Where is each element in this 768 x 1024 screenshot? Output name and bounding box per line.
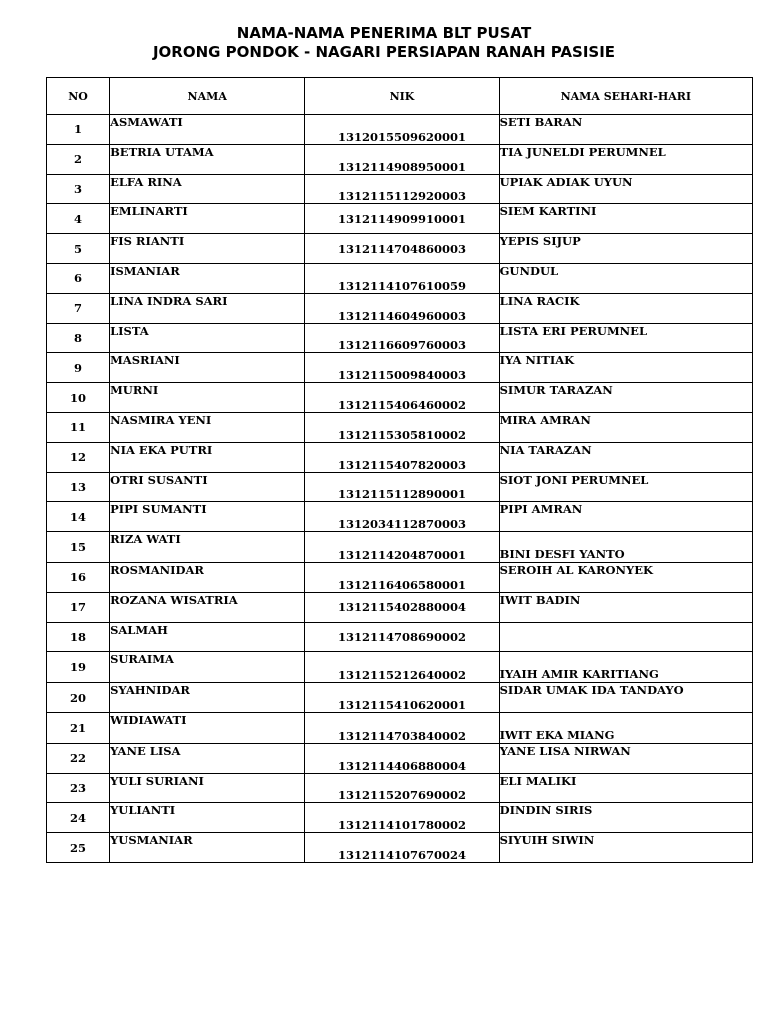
row-nik: 1312116609760003 (305, 323, 499, 353)
table-row (47, 234, 753, 264)
row-nama: ISMANIAR (110, 263, 305, 293)
document-title (0, 24, 768, 62)
table-row (47, 652, 753, 683)
row-nama-sehari-hari: SIEM KARTINI (499, 204, 752, 234)
row-no: 5 (47, 234, 110, 264)
row-no: 8 (47, 323, 110, 353)
table-row (47, 472, 753, 502)
row-no: 7 (47, 293, 110, 323)
row-no: 21 (47, 712, 110, 743)
row-nama-sehari-hari: ELI MALIKI (499, 773, 752, 803)
row-nama: YANE LISA (110, 743, 305, 773)
row-nik: 1312115406460002 (305, 383, 499, 413)
table-row (47, 683, 753, 713)
table-row (47, 115, 753, 145)
row-no: 19 (47, 652, 110, 683)
row-nama-sehari-hari: UPIAK ADIAK UYUN (499, 174, 752, 204)
row-nik: 1312115402880004 (305, 592, 499, 622)
row-nama: ROZANA WISATRIA (110, 592, 305, 622)
table-row (47, 712, 753, 743)
row-nama-sehari-hari: LINA RACIK (499, 293, 752, 323)
row-nik: 1312114909910001 (305, 204, 499, 234)
row-nama-sehari-hari (499, 622, 752, 652)
row-nama-sehari-hari: SIYUIH SIWIN (499, 833, 752, 863)
table-row (47, 833, 753, 863)
header-nama: NAMA (110, 78, 305, 115)
row-nik: 1312114107610059 (305, 263, 499, 293)
header-nik: NIK (305, 78, 499, 115)
row-no: 24 (47, 803, 110, 833)
row-no: 18 (47, 622, 110, 652)
row-no: 2 (47, 144, 110, 174)
table-header-row (47, 78, 753, 115)
row-nik: 1312115207690002 (305, 773, 499, 803)
row-nama-sehari-hari: LISTA ERI PERUMNEL (499, 323, 752, 353)
row-nama-sehari-hari: SETI BARAN (499, 115, 752, 145)
row-nama: WIDIAWATI (110, 712, 305, 743)
table-row (47, 144, 753, 174)
row-no: 1 (47, 115, 110, 145)
row-no: 17 (47, 592, 110, 622)
row-no: 16 (47, 562, 110, 592)
table-row (47, 204, 753, 234)
row-nama-sehari-hari: SIDAR UMAK IDA TANDAYO (499, 683, 752, 713)
row-nama-sehari-hari: DINDIN SIRIS (499, 803, 752, 833)
table-row (47, 773, 753, 803)
row-nama-sehari-hari: YANE LISA NIRWAN (499, 743, 752, 773)
title-line-1: NAMA-NAMA PENERIMA BLT PUSAT (236, 24, 532, 42)
row-nama: SALMAH (110, 622, 305, 652)
row-nik: 1312115305810002 (305, 412, 499, 442)
row-no: 6 (47, 263, 110, 293)
table-row (47, 442, 753, 472)
row-nama: MURNI (110, 383, 305, 413)
row-nama-sehari-hari: SIOT JONI PERUMNEL (499, 472, 752, 502)
row-nik: 1312114101780002 (305, 803, 499, 833)
row-nama: YULIANTI (110, 803, 305, 833)
row-nik: 1312116406580001 (305, 562, 499, 592)
row-nama: ROSMANIDAR (110, 562, 305, 592)
title-line-2: JORONG PONDOK - NAGARI PERSIAPAN RANAH PASISIE (152, 43, 616, 61)
table-row (47, 383, 753, 413)
row-nama: YULI SURIANI (110, 773, 305, 803)
row-nama-sehari-hari: IYA NITIAK (499, 353, 752, 383)
row-no: 3 (47, 174, 110, 204)
row-nik: 1312115112920003 (305, 174, 499, 204)
row-no: 4 (47, 204, 110, 234)
row-nama: BETRIA UTAMA (110, 144, 305, 174)
row-nik: 1312115009840003 (305, 353, 499, 383)
row-nik: 1312115410620001 (305, 683, 499, 713)
row-nama: MASRIANI (110, 353, 305, 383)
row-nama: SURAIMA (110, 652, 305, 683)
row-nama: NIA EKA PUTRI (110, 442, 305, 472)
row-nama: LISTA (110, 323, 305, 353)
table-row (47, 532, 753, 563)
table-row (47, 592, 753, 622)
header-no: NO (47, 78, 110, 115)
table-row (47, 293, 753, 323)
row-no: 12 (47, 442, 110, 472)
row-nama-sehari-hari: MIRA AMRAN (499, 412, 752, 442)
row-nama: LINA INDRA SARI (110, 293, 305, 323)
row-nama: RIZA WATI (110, 532, 305, 563)
header-nama-sehari-hari: NAMA SEHARI-HARI (499, 78, 752, 115)
row-nik: 1312015509620001 (305, 115, 499, 145)
row-nik: 1312114204870001 (305, 532, 499, 563)
row-nama: NASMIRA YENI (110, 412, 305, 442)
table-row (47, 353, 753, 383)
row-no: 15 (47, 532, 110, 563)
row-no: 10 (47, 383, 110, 413)
row-nik: 1312034112870003 (305, 502, 499, 532)
row-no: 23 (47, 773, 110, 803)
table-row (47, 412, 753, 442)
row-nik: 1312114908950001 (305, 144, 499, 174)
row-nama-sehari-hari: SIMUR TARAZAN (499, 383, 752, 413)
table-body (47, 115, 753, 863)
table-row (47, 174, 753, 204)
row-nama: OTRI SUSANTI (110, 472, 305, 502)
row-nik: 1312114704860003 (305, 234, 499, 264)
row-no: 25 (47, 833, 110, 863)
row-nik: 1312115212640002 (305, 652, 499, 683)
row-nama-sehari-hari: YEPIS SIJUP (499, 234, 752, 264)
row-nama: ASMAWATI (110, 115, 305, 145)
table-row (47, 743, 753, 773)
table-row (47, 502, 753, 532)
row-nik: 1312114708690002 (305, 622, 499, 652)
row-no: 14 (47, 502, 110, 532)
row-nama-sehari-hari: IYAIH AMIR KARITIANG (499, 652, 752, 683)
row-no: 9 (47, 353, 110, 383)
row-no: 11 (47, 412, 110, 442)
row-nama: YUSMANIAR (110, 833, 305, 863)
row-nama: PIPI SUMANTI (110, 502, 305, 532)
row-nama-sehari-hari: IWIT EKA MIANG (499, 712, 752, 743)
row-nama-sehari-hari: NIA TARAZAN (499, 442, 752, 472)
row-no: 13 (47, 472, 110, 502)
row-nik: 1312115407820003 (305, 442, 499, 472)
row-no: 20 (47, 683, 110, 713)
row-nama-sehari-hari: PIPI AMRAN (499, 502, 752, 532)
row-nama: EMLINARTI (110, 204, 305, 234)
row-nama-sehari-hari: IWIT BADIN (499, 592, 752, 622)
row-nama-sehari-hari: BINI DESFI YANTO (499, 532, 752, 563)
recipient-table (46, 77, 753, 863)
table-row (47, 562, 753, 592)
row-nik: 1312114604960003 (305, 293, 499, 323)
row-nama: FIS RIANTI (110, 234, 305, 264)
row-nik: 1312115112890001 (305, 472, 499, 502)
row-nama: ELFA RINA (110, 174, 305, 204)
row-nik: 1312114703840002 (305, 712, 499, 743)
table-row (47, 323, 753, 353)
row-nama-sehari-hari: GUNDUL (499, 263, 752, 293)
row-nama: SYAHNIDAR (110, 683, 305, 713)
row-nik: 1312114107670024 (305, 833, 499, 863)
row-nik: 1312114406880004 (305, 743, 499, 773)
row-nama-sehari-hari: TIA JUNELDI PERUMNEL (499, 144, 752, 174)
row-no: 22 (47, 743, 110, 773)
table-row (47, 803, 753, 833)
table-row (47, 263, 753, 293)
row-nama-sehari-hari: SEROIH AL KARONYEK (499, 562, 752, 592)
table-row (47, 622, 753, 652)
